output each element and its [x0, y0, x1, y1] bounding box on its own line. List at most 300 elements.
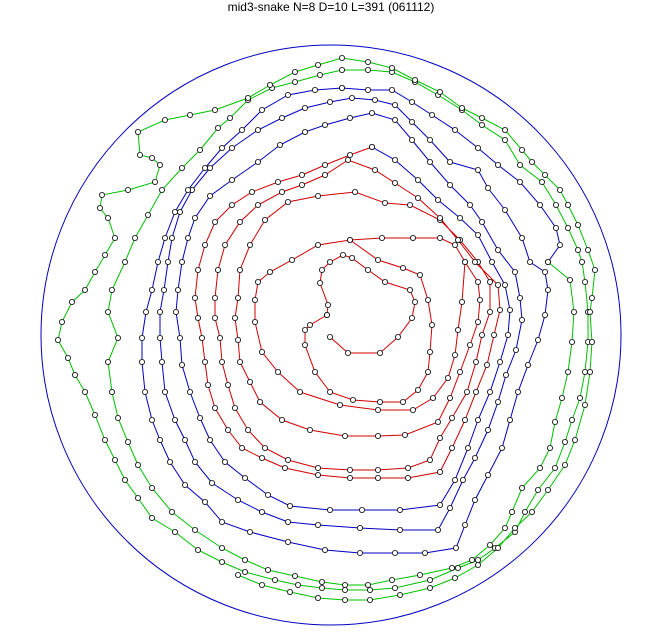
path-node — [125, 187, 130, 192]
path-node — [437, 235, 442, 240]
path-node — [562, 439, 567, 444]
path-node — [292, 573, 297, 578]
path-node — [495, 282, 500, 287]
path-node — [287, 503, 292, 508]
path-node — [199, 335, 204, 340]
path-node — [215, 267, 220, 272]
path-node — [212, 405, 217, 410]
path-node — [575, 247, 580, 252]
path-node — [267, 269, 272, 274]
path-node — [519, 147, 524, 152]
path-node — [187, 112, 192, 117]
path-node — [135, 462, 140, 467]
path-node — [437, 89, 442, 94]
path-node — [252, 297, 257, 302]
path-node — [245, 427, 250, 432]
path-node — [179, 362, 184, 367]
path-node — [435, 197, 440, 202]
path-node — [299, 172, 304, 177]
path-node — [324, 312, 329, 317]
path-node — [473, 389, 478, 394]
path-node — [277, 142, 282, 147]
path-node — [567, 277, 572, 282]
path-node — [197, 415, 202, 420]
path-node — [582, 369, 587, 374]
path-node — [375, 475, 380, 480]
path-node — [207, 437, 212, 442]
path-node — [447, 505, 452, 510]
path-node — [232, 405, 237, 410]
path-node — [547, 445, 552, 450]
path-node — [292, 69, 297, 74]
path-node — [495, 247, 500, 252]
path-node — [357, 525, 362, 530]
path-node — [392, 585, 397, 590]
path-node — [453, 545, 458, 550]
path-node — [149, 417, 154, 422]
path-node — [409, 119, 414, 124]
path-node — [517, 295, 522, 300]
path-node — [179, 259, 184, 264]
path-node — [542, 172, 547, 177]
path-node — [535, 487, 540, 492]
path-node — [542, 312, 547, 317]
path-node — [507, 417, 512, 422]
path-node — [315, 465, 320, 470]
path-node — [589, 339, 594, 344]
path-node — [455, 565, 460, 570]
path-node — [132, 235, 137, 240]
path-node — [347, 475, 352, 480]
path-node — [257, 399, 262, 404]
path-node — [517, 162, 522, 167]
path-node — [377, 399, 382, 404]
path-node — [412, 77, 417, 82]
path-node — [430, 395, 435, 400]
path-node — [222, 242, 227, 247]
path-node — [377, 350, 382, 355]
path-node — [497, 359, 502, 364]
path-node — [105, 215, 110, 220]
path-node — [519, 235, 524, 240]
path-node — [495, 545, 500, 550]
path-node — [195, 547, 200, 552]
path-node — [207, 165, 212, 170]
path-node — [340, 252, 345, 257]
path-node — [299, 182, 304, 187]
path-node — [484, 362, 489, 367]
path-node — [342, 582, 347, 587]
path-node — [577, 395, 582, 400]
path-node — [437, 435, 442, 440]
path-node — [149, 515, 154, 520]
path-node — [587, 309, 592, 314]
path-node — [327, 99, 332, 104]
path-node — [367, 587, 372, 592]
path-node — [322, 547, 327, 552]
path-node — [279, 189, 284, 194]
path-node — [497, 307, 502, 312]
path-node — [545, 287, 550, 292]
path-node — [479, 219, 484, 224]
path-node — [209, 480, 214, 485]
path-node — [222, 459, 227, 464]
path-node — [143, 309, 148, 314]
path-node — [302, 327, 307, 332]
path-node — [562, 462, 567, 467]
path-node — [447, 182, 452, 187]
path-node — [422, 550, 427, 555]
path-node — [202, 499, 207, 504]
path-node — [112, 235, 117, 240]
path-node — [505, 332, 510, 337]
path-node — [245, 95, 250, 100]
path-node — [529, 509, 534, 514]
path-node — [115, 415, 120, 420]
path-node — [437, 502, 442, 507]
path-node — [259, 349, 264, 354]
path-node — [359, 507, 364, 512]
path-node — [172, 209, 177, 214]
path-node — [307, 322, 312, 327]
path-node — [375, 467, 380, 472]
path-node — [405, 465, 410, 470]
path-node — [92, 269, 97, 274]
path-node — [139, 359, 144, 364]
path-node — [227, 115, 232, 120]
path-node — [315, 522, 320, 527]
path-node — [172, 529, 177, 534]
path-node — [392, 157, 397, 162]
path-node — [247, 242, 252, 247]
path-node — [475, 319, 480, 324]
path-node — [435, 527, 440, 532]
path-node — [392, 180, 397, 185]
path-node — [259, 509, 264, 514]
path-node — [69, 299, 74, 304]
path-node — [297, 389, 302, 394]
path-node — [285, 92, 290, 97]
path-node — [545, 259, 550, 264]
path-segments — [58, 58, 595, 600]
path-node — [235, 337, 240, 342]
path-node — [535, 337, 540, 342]
path-node — [462, 259, 467, 264]
path-node — [369, 110, 374, 115]
path-node — [275, 179, 280, 184]
path-node — [467, 202, 472, 207]
path-node — [502, 282, 507, 287]
path-node — [219, 359, 224, 364]
path-node — [415, 387, 420, 392]
path-node — [122, 259, 127, 264]
path-node — [460, 477, 465, 482]
path-node — [202, 359, 207, 364]
path-node — [217, 335, 222, 340]
path-node — [427, 349, 432, 354]
path-node — [449, 445, 454, 450]
path-node — [292, 79, 297, 84]
path-node — [462, 522, 467, 527]
path-node — [202, 165, 207, 170]
path-node — [112, 457, 117, 462]
path-node — [435, 419, 440, 424]
path-node — [515, 389, 520, 394]
path-node — [115, 335, 120, 340]
path-node — [192, 527, 197, 532]
path-node — [375, 407, 380, 412]
path-node — [415, 177, 420, 182]
path-node — [389, 65, 394, 70]
path-node — [472, 259, 477, 264]
path-node — [565, 202, 570, 207]
path-node — [397, 527, 402, 532]
path-node — [312, 87, 317, 92]
path-node — [513, 347, 518, 352]
path-node — [465, 445, 470, 450]
path-node — [489, 259, 494, 264]
path-node — [255, 127, 260, 132]
path-node — [379, 235, 384, 240]
path-node — [172, 417, 177, 422]
path-node — [242, 557, 247, 562]
path-node — [312, 369, 317, 374]
path-node — [252, 319, 257, 324]
path-node — [409, 99, 414, 104]
path-node — [539, 179, 544, 184]
path-node — [472, 455, 477, 460]
path-node — [302, 105, 307, 110]
path-node — [157, 437, 162, 442]
path-node — [517, 179, 522, 184]
path-node — [265, 492, 270, 497]
path-node — [135, 495, 140, 500]
path-node — [212, 315, 217, 320]
path-node — [409, 137, 414, 142]
path-node — [452, 477, 457, 482]
path-node — [397, 592, 402, 597]
path-node — [322, 122, 327, 127]
path-node — [587, 369, 592, 374]
path-node — [462, 417, 467, 422]
path-node — [149, 155, 154, 160]
path-node — [400, 265, 405, 270]
path-node — [102, 252, 107, 257]
path-node — [295, 582, 300, 587]
path-node — [437, 469, 442, 474]
path-node — [225, 382, 230, 387]
path-node — [157, 309, 162, 314]
path-node — [162, 235, 167, 240]
path-node — [457, 369, 462, 374]
path-node — [319, 267, 324, 272]
path-node — [319, 579, 324, 584]
path-node — [407, 202, 412, 207]
path-node — [139, 335, 144, 340]
path-node — [467, 342, 472, 347]
path-node — [317, 280, 322, 285]
path-node — [272, 577, 277, 582]
path-node — [177, 335, 182, 340]
path-node — [475, 562, 480, 567]
path-node — [382, 200, 387, 205]
path-node — [157, 162, 162, 167]
path-node — [72, 372, 77, 377]
path-node — [212, 107, 217, 112]
path-node — [219, 545, 224, 550]
path-node — [491, 332, 496, 337]
path-node — [375, 433, 380, 438]
path-node — [350, 397, 355, 402]
path-node — [427, 585, 432, 590]
path-node — [457, 215, 462, 220]
path-node — [475, 557, 480, 562]
path-node — [352, 189, 357, 194]
path-node — [342, 597, 347, 602]
path-node — [235, 295, 240, 300]
path-node — [375, 257, 380, 262]
path-node — [475, 279, 480, 284]
path-node — [475, 145, 480, 150]
path-node — [365, 59, 370, 64]
path-node — [182, 437, 187, 442]
path-node — [202, 242, 207, 247]
path-node — [542, 269, 547, 274]
path-node — [319, 585, 324, 590]
path-node — [559, 395, 564, 400]
path-node — [552, 465, 557, 470]
path-node — [197, 147, 202, 152]
path-node — [459, 105, 464, 110]
path-node — [259, 107, 264, 112]
path-node — [502, 127, 507, 132]
path-node — [472, 497, 477, 502]
path-node — [525, 362, 530, 367]
path-node — [159, 187, 164, 192]
path-node — [475, 167, 480, 172]
path-node — [192, 459, 197, 464]
path-node — [529, 159, 534, 164]
path-node — [485, 472, 490, 477]
path-node — [242, 475, 247, 480]
path-node — [405, 475, 410, 480]
path-node — [569, 339, 574, 344]
path-node — [447, 159, 452, 164]
path-node — [239, 445, 244, 450]
path-node — [537, 202, 542, 207]
path-node — [429, 112, 434, 117]
path-node — [519, 317, 524, 322]
path-node — [285, 457, 290, 462]
path-node — [372, 167, 377, 172]
path-node — [82, 287, 87, 292]
path-node — [477, 297, 482, 302]
path-node — [582, 402, 587, 407]
path-node — [302, 129, 307, 134]
path-node — [125, 439, 130, 444]
path-node — [449, 415, 454, 420]
path-nodes — [55, 55, 597, 602]
path-node — [255, 202, 260, 207]
path-node — [455, 327, 460, 332]
path-node — [447, 395, 452, 400]
path-node — [237, 219, 242, 224]
path-node — [589, 295, 594, 300]
path-node — [475, 232, 480, 237]
path-node — [327, 259, 332, 264]
path-node — [389, 577, 394, 582]
path-node — [155, 259, 160, 264]
path-node — [267, 82, 272, 87]
path-node — [557, 242, 562, 247]
path-node — [137, 152, 142, 157]
path-node — [507, 307, 512, 312]
path-node — [287, 589, 292, 594]
path-node — [177, 209, 182, 214]
path-node — [327, 334, 332, 339]
path-node — [337, 402, 342, 407]
path-node — [473, 359, 478, 364]
path-node — [182, 482, 187, 487]
path-node — [495, 162, 500, 167]
path-node — [389, 87, 394, 92]
path-node — [427, 457, 432, 462]
path-node — [167, 459, 172, 464]
path-node — [402, 432, 407, 437]
path-node — [187, 389, 192, 394]
path-node — [425, 369, 430, 374]
path-node — [347, 115, 352, 120]
path-node — [327, 389, 332, 394]
path-node — [349, 255, 354, 260]
path-node — [487, 309, 492, 314]
path-node — [235, 572, 240, 577]
path-node — [499, 445, 504, 450]
path-node — [239, 127, 244, 132]
path-node — [395, 334, 400, 339]
path-node — [400, 399, 405, 404]
path-node — [502, 207, 507, 212]
path-node — [265, 567, 270, 572]
path-node — [179, 165, 184, 170]
path-node — [452, 575, 457, 580]
path-node — [162, 389, 167, 394]
path-node — [207, 193, 212, 198]
path-node — [109, 389, 114, 394]
path-node — [367, 597, 372, 602]
path-node — [349, 95, 354, 100]
path-node — [92, 412, 97, 417]
path-node — [235, 497, 240, 502]
path-node — [527, 259, 532, 264]
path-node — [247, 529, 252, 534]
path-node — [162, 117, 167, 122]
path-node — [327, 507, 332, 512]
path-node — [579, 259, 584, 264]
path-node — [97, 205, 102, 210]
path-node — [82, 389, 87, 394]
path-node — [219, 559, 224, 564]
path-node — [475, 417, 480, 422]
path-node — [322, 172, 327, 177]
path-node — [417, 572, 422, 577]
path-node — [229, 145, 234, 150]
path-node — [487, 542, 492, 547]
path-node — [185, 187, 190, 192]
path-node — [452, 242, 457, 247]
path-node — [229, 202, 234, 207]
path-node — [429, 322, 434, 327]
